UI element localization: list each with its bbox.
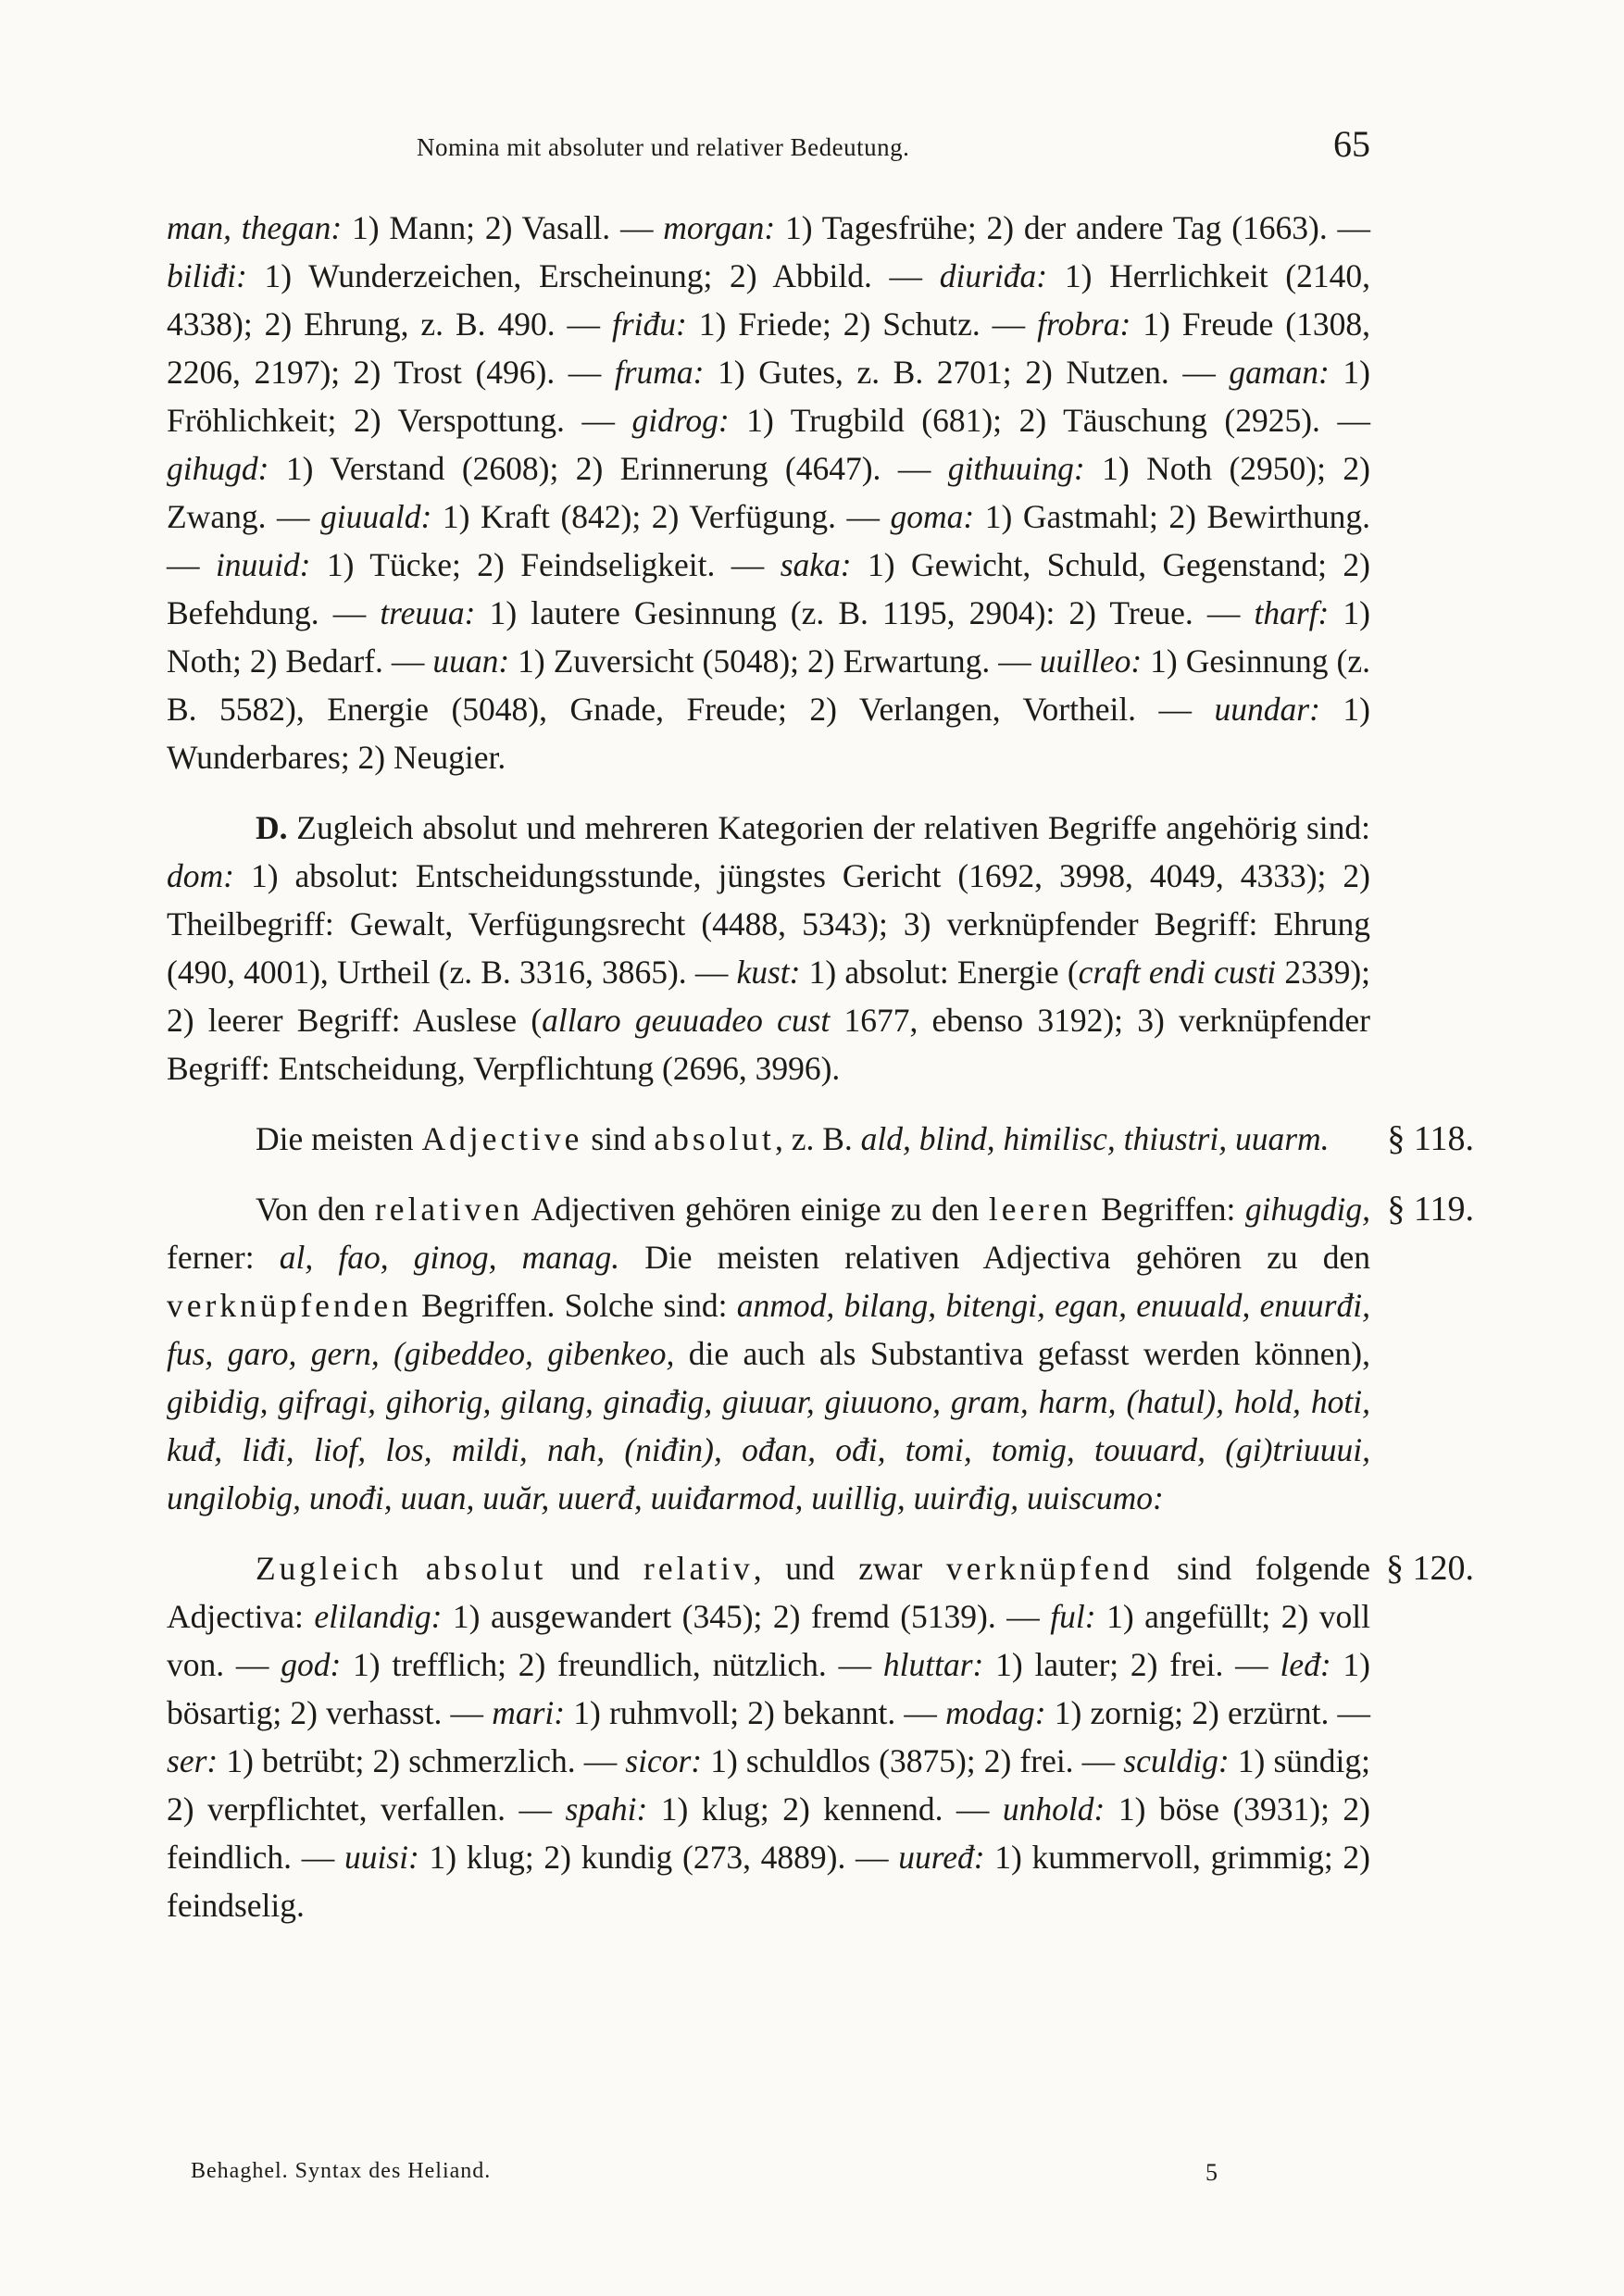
italic-term: friđu: bbox=[611, 306, 687, 343]
text-run: Begriffen: bbox=[1091, 1191, 1245, 1228]
italic-term: elilandig: bbox=[314, 1598, 443, 1635]
italic-term: gibidig, gifragi, gihorig, gilang, ginađig, giuuar, giuuono, gram, harm, (hatul), hold, hoti, kuđ, liđi, liof, los, mildi, nah, (niđin), ođan, ođi, tomi, tomig, touuard, (gi)triuuui, ungilobig, unođi, uuan, uuăr, uuerđ, uuiđarmod, uuillig, uuirđig, uuiscumo: bbox=[167, 1383, 1370, 1516]
text-run: 1) Gesinnung (z. B. 5582), Energie (5048), Gnade, Freude; 2) Verlangen, Vortheil. — bbox=[167, 643, 1370, 728]
italic-term: leđ: bbox=[1280, 1646, 1331, 1683]
italic-term: frobra: bbox=[1037, 306, 1131, 343]
italic-term: uundar: bbox=[1214, 691, 1320, 728]
italic-term: saka: bbox=[780, 546, 852, 583]
italic-term: modag: bbox=[945, 1694, 1046, 1731]
text-run: , z. B. bbox=[774, 1120, 861, 1157]
spaced-term: relativen bbox=[374, 1191, 524, 1228]
text-run: 1) Gastmahl; 2) Bewirthung. — bbox=[167, 498, 1370, 583]
text-run: 2339); 2) leerer Begriff: Auslese ( bbox=[167, 954, 1371, 1039]
italic-term: githuuing: bbox=[947, 450, 1085, 487]
italic-term: treuua: bbox=[380, 594, 476, 631]
author-name: Behaghel. bbox=[191, 2159, 289, 2183]
text-run: 1) sündig; 2) verpflichtet, verfallen. — bbox=[167, 1742, 1370, 1828]
italic-term: unhold: bbox=[1002, 1791, 1106, 1828]
italic-term: biliđi: bbox=[167, 257, 247, 294]
italic-term: sicor: bbox=[625, 1742, 703, 1779]
section-marker: § 120. bbox=[1386, 1549, 1474, 1588]
paragraph-text bbox=[167, 1544, 1370, 1929]
page-body bbox=[167, 204, 1474, 1952]
italic-term: craft endi custi bbox=[1078, 954, 1277, 991]
italic-term: spahi: bbox=[565, 1791, 648, 1828]
paragraph-text bbox=[167, 1115, 1370, 1163]
section-120 bbox=[167, 1544, 1474, 1929]
italic-term: god: bbox=[281, 1646, 342, 1683]
text-run: Von den bbox=[256, 1191, 375, 1228]
printer-signature: 5 bbox=[1206, 2159, 1218, 2186]
italic-term: ser: bbox=[167, 1742, 219, 1779]
italic-term: dom: bbox=[167, 857, 234, 894]
text-run: 1) Tücke; 2) Feindseligkeit. — bbox=[310, 546, 781, 583]
text-run: Zugleich absolut und mehreren Kategorien der relativen Begriffe angehörig sind: bbox=[287, 809, 1370, 846]
italic-term: allaro geuuadeo cust bbox=[542, 1002, 831, 1039]
section-letter: D. bbox=[256, 809, 288, 846]
text-run: die auch als Substantiva gefasst werden können), bbox=[674, 1335, 1370, 1372]
section-marker: § 118. bbox=[1387, 1119, 1474, 1158]
text-run: 1) Kraft (842); 2) Verfügung. — bbox=[431, 498, 891, 535]
italic-term: hluttar: bbox=[882, 1646, 984, 1683]
spaced-term: Zugleich bbox=[256, 1550, 403, 1587]
text-run: 1) lautere Gesinnung (z. B. 1195, 2904): 2) Treue. — bbox=[475, 594, 1255, 631]
text-run: 1) Wunderzeichen, Erscheinung; 2) Abbild. — bbox=[246, 257, 940, 294]
spaced-term: leeren bbox=[988, 1191, 1092, 1228]
text-run: ferner: bbox=[167, 1239, 280, 1276]
paragraph-text bbox=[167, 804, 1370, 1092]
text-run: 1) Herrlichkeit (2140, 4338); 2) Ehrung, z. B. 490. — bbox=[167, 257, 1370, 343]
italic-term: tharf: bbox=[1254, 594, 1330, 631]
text-run: 1) Noth; 2) Bedarf. — bbox=[167, 594, 1370, 680]
spaced-term: absolut bbox=[654, 1120, 775, 1157]
text-run: 1) Gutes, z. B. 2701; 2) Nutzen. — bbox=[704, 354, 1230, 391]
footer-author bbox=[191, 2159, 491, 2184]
section-marker: § 119. bbox=[1387, 1190, 1474, 1229]
page-number: 65 bbox=[1333, 123, 1370, 165]
text-run: , und zwar bbox=[753, 1550, 946, 1587]
text-run: 1) absolut: Energie ( bbox=[800, 954, 1079, 991]
text-run: 1) Tagesfrühe; 2) der andere Tag (1663). — bbox=[775, 209, 1370, 246]
text-run: Die meisten relativen Adjectiva gehören zu den bbox=[619, 1239, 1371, 1276]
italic-term: uuređ: bbox=[898, 1839, 985, 1876]
italic-term: uuisi: bbox=[344, 1839, 419, 1876]
italic-term: sculdig: bbox=[1123, 1742, 1230, 1779]
text-run: 1) Wunderbares; 2) Neugier. bbox=[167, 691, 1370, 776]
italic-term: al, fao, ginog, manag. bbox=[279, 1239, 620, 1276]
text-run: 1) Noth (2950); 2) Zwang. — bbox=[167, 450, 1370, 535]
text-run: 1) böse (3931); 2) feindlich. — bbox=[167, 1791, 1371, 1876]
italic-term: uuan: bbox=[432, 643, 510, 680]
text-run: 1) absolut: Entscheidungsstunde, jüngstes Gericht (1692, 3998, 4049, 4333); 2) Theilbegriff: Gewalt, Verfügungsrecht (4488, 5343); 3) verknüpfender Begriff: Ehrung (490, 4001), Urtheil (z. B. 3316, 3865). — bbox=[167, 857, 1370, 991]
italic-term: mari: bbox=[492, 1694, 566, 1731]
italic-term: morgan: bbox=[663, 209, 776, 246]
italic-term: gihugdig, bbox=[1244, 1191, 1370, 1228]
paragraph-text bbox=[167, 204, 1370, 781]
text-run: 1) lauter; 2) frei. — bbox=[983, 1646, 1280, 1683]
text-run: Die meisten bbox=[256, 1120, 422, 1157]
spaced-term: verknüpfend bbox=[945, 1550, 1154, 1587]
italic-term: gihugd: bbox=[167, 450, 269, 487]
page-footer bbox=[167, 2155, 1370, 2202]
spaced-term: Adjective bbox=[421, 1120, 583, 1157]
text-run: sind bbox=[582, 1120, 655, 1157]
text-run bbox=[402, 1550, 426, 1587]
spaced-term: relativ bbox=[643, 1550, 754, 1587]
paragraph-word-meanings bbox=[167, 204, 1370, 781]
text-run: Begriffen. Solche sind: bbox=[411, 1287, 737, 1324]
italic-term: man, thegan: bbox=[167, 209, 343, 246]
italic-term: diuriđa: bbox=[939, 257, 1048, 294]
italic-term: anmod, bilang, bitengi, egan, enuuald, enuurđi, fus, garo, gern, (gibeddeo, gibenkeo, bbox=[167, 1287, 1370, 1372]
running-title: Nomina mit absoluter und relativer Bedeutung. bbox=[417, 133, 910, 161]
text-run: sind folgende Adjectiva: bbox=[167, 1550, 1371, 1635]
text-run: 1) klug; 2) kennend. — bbox=[647, 1791, 1003, 1828]
paragraph-text bbox=[167, 1185, 1370, 1522]
text-run: 1) bösartig; 2) verhasst. — bbox=[167, 1646, 1371, 1731]
text-run: 1) betrübt; 2) schmerzlich. — bbox=[218, 1742, 626, 1779]
text-run: 1) Freude (1308, 2206, 2197); 2) Trost (496). — bbox=[167, 306, 1370, 391]
italic-term: gidrog: bbox=[631, 402, 730, 439]
text-run: 1) trefflich; 2) freundlich, nützlich. — bbox=[341, 1646, 883, 1683]
italic-term: gaman: bbox=[1229, 354, 1330, 391]
text-run: und bbox=[546, 1550, 644, 1587]
text-run: 1) Trugbild (681); 2) Täuschung (2925). — bbox=[729, 402, 1370, 439]
text-run: 1677, ebenso 3192); 3) verknüpfender Begriff: Entscheidung, Verpflichtung (2696, 3996). bbox=[167, 1002, 1370, 1087]
italic-term: uuilleo: bbox=[1039, 643, 1143, 680]
section-118 bbox=[167, 1115, 1474, 1163]
text-run: 1) Zuversicht (5048); 2) Erwartung. — bbox=[509, 643, 1040, 680]
italic-term: ald, blind, himilisc, thiustri, uuarm. bbox=[860, 1120, 1330, 1157]
text-run: 1) ausgewandert (345); 2) fremd (5139). — bbox=[442, 1598, 1051, 1635]
text-run: 1) Gewicht, Schuld, Gegenstand; 2) Befehdung. — bbox=[167, 546, 1371, 631]
text-run: 1) Fröhlichkeit; 2) Verspottung. — bbox=[167, 354, 1370, 439]
page-header bbox=[167, 122, 1370, 178]
paragraph-section-d bbox=[167, 804, 1370, 1092]
text-run: 1) Mann; 2) Vasall. — bbox=[342, 209, 664, 246]
text-run: 1) ruhmvoll; 2) bekannt. — bbox=[565, 1694, 946, 1731]
text-run: 1) Verstand (2608); 2) Erinnerung (4647). — bbox=[269, 450, 948, 487]
text-run: 1) angefüllt; 2) voll von. — bbox=[167, 1598, 1370, 1683]
section-119 bbox=[167, 1185, 1474, 1522]
text-run: 1) Friede; 2) Schutz. — bbox=[686, 306, 1038, 343]
text-run: 1) klug; 2) kundig (273, 4889). — bbox=[418, 1839, 899, 1876]
text-run: 1) zornig; 2) erzürnt. — bbox=[1045, 1694, 1371, 1731]
text-run: Adjectiven gehören einige zu den bbox=[523, 1191, 989, 1228]
italic-term: goma: bbox=[890, 498, 975, 535]
book-title: Syntax des Heliand. bbox=[294, 2159, 492, 2183]
italic-term: giuuald: bbox=[320, 498, 432, 535]
italic-term: ful: bbox=[1050, 1598, 1096, 1635]
italic-term: fruma: bbox=[614, 354, 705, 391]
spaced-term: verknüpfenden bbox=[167, 1287, 412, 1324]
text-run: 1) kummervoll, grimmig; 2) feindselig. bbox=[167, 1839, 1370, 1924]
text-run: 1) schuldlos (3875); 2) frei. — bbox=[702, 1742, 1124, 1779]
italic-term: inuuid: bbox=[215, 546, 311, 583]
italic-term: kust: bbox=[736, 954, 801, 991]
spaced-term: absolut bbox=[425, 1550, 547, 1587]
